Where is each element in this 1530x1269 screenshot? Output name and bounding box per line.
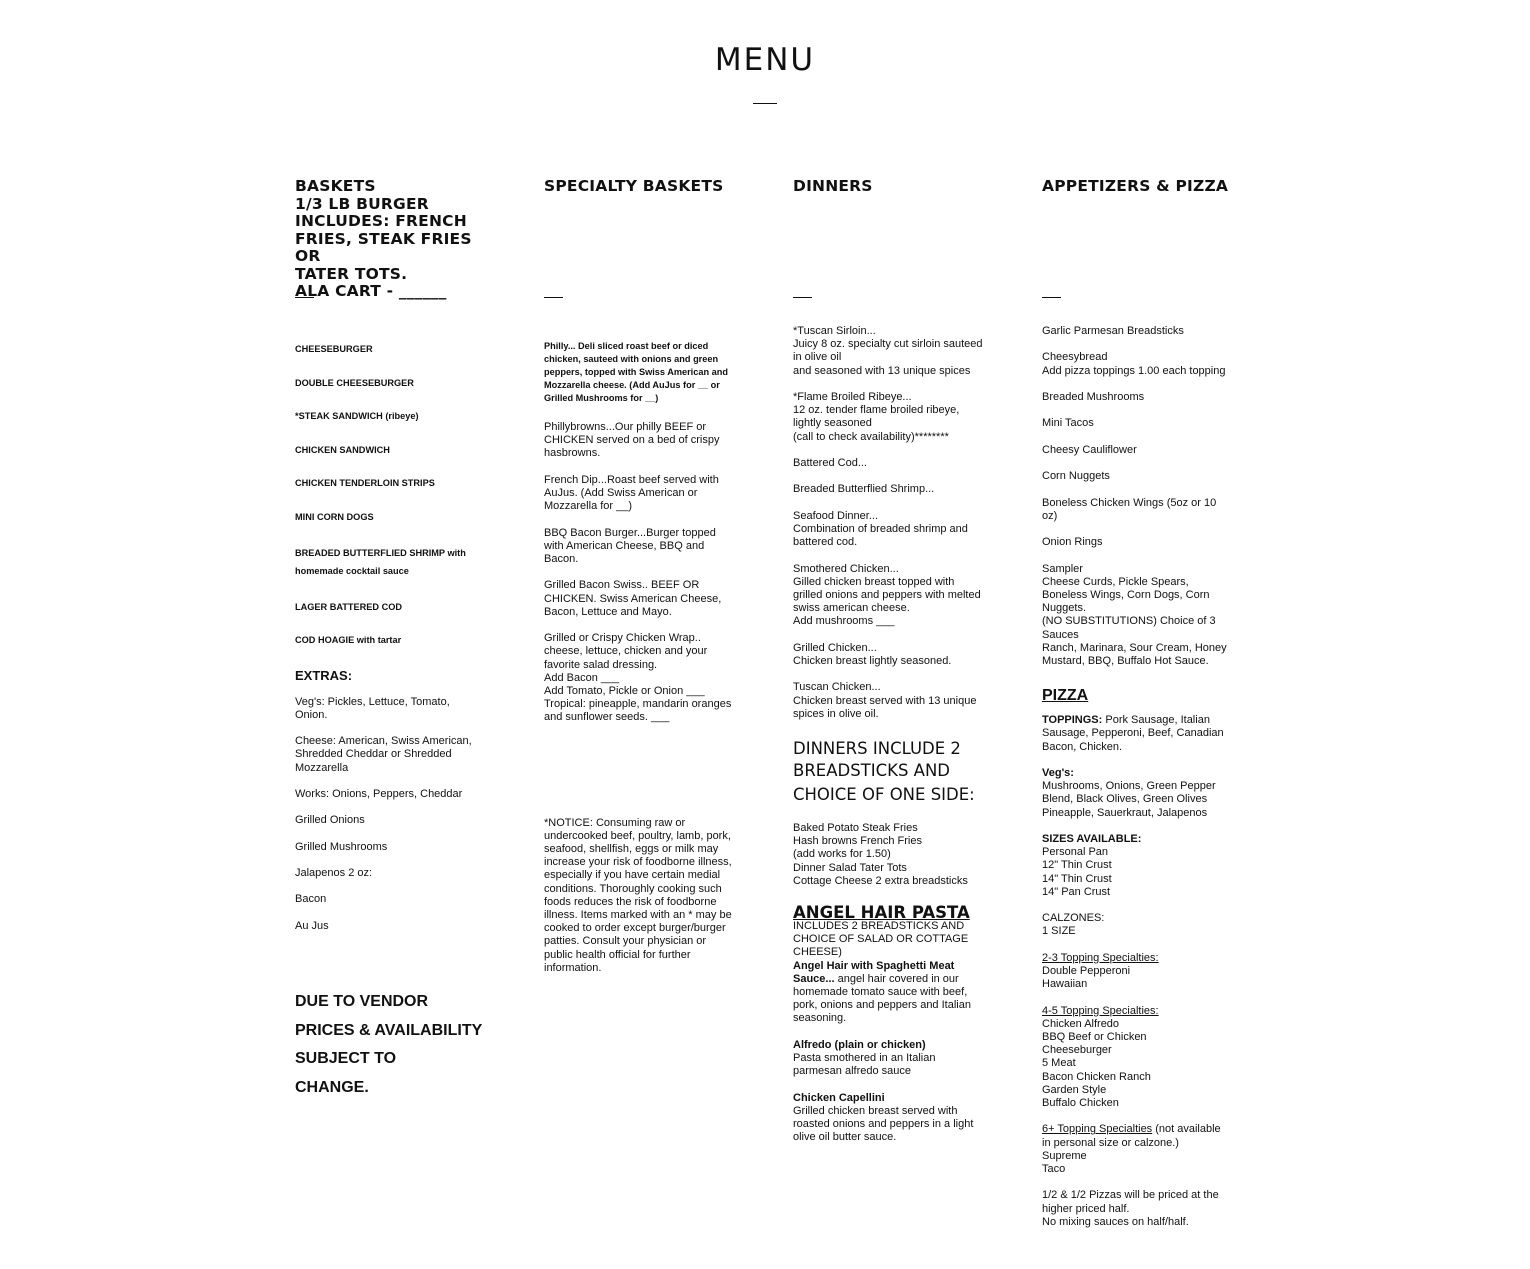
menu-item: Grilled Bacon Swiss.. BEEF OR CHICKEN. Swiss American Cheese, Bacon, Lettuce and Mayo. bbox=[544, 579, 722, 618]
size-item: 12" Thin Crust bbox=[1042, 859, 1112, 872]
menu-item: CHEESEBURGER bbox=[295, 344, 373, 354]
menu-item-title: Corn Nuggets bbox=[1042, 470, 1110, 483]
heading-line: FRIES, STEAK FRIES OR bbox=[295, 229, 472, 265]
baskets-heading bbox=[295, 177, 485, 300]
menu-item-title: *Flame Broiled Ribeye... bbox=[793, 391, 912, 403]
spacer bbox=[544, 461, 734, 474]
heading-line: ALA CART - ______ bbox=[295, 282, 447, 300]
vendor-line: PRICES & AVAILABILITY bbox=[295, 1021, 483, 1039]
menu-item-title: Seafood Dinner... bbox=[793, 509, 879, 522]
specialty-column bbox=[544, 178, 734, 986]
menu-item-title: Garlic Parmesan Breadsticks bbox=[1042, 325, 1184, 337]
extra-item: Works: Onions, Peppers, Cheddar bbox=[295, 787, 463, 800]
pasta-note: INCLUDES 2 BREADSTICKS AND CHOICE OF SALAD OR COTTAGE CHEESE) bbox=[793, 920, 969, 959]
baskets-column bbox=[295, 178, 485, 1102]
heading-line: INCLUDES: FRENCH bbox=[295, 212, 467, 230]
side-item: Baked Potato Steak Fries bbox=[793, 821, 918, 834]
specialty-item: Bacon Chicken Ranch bbox=[1042, 1070, 1151, 1083]
menu-item: BBQ Bacon Burger...Burger topped with American Cheese, BBQ and Bacon. bbox=[544, 526, 716, 565]
menu-item-title: Boneless Chicken Wings (5oz or 10 oz) bbox=[1042, 496, 1217, 522]
spacer bbox=[1042, 549, 1230, 562]
side-item: Cottage Cheese 2 extra breadsticks bbox=[793, 874, 968, 887]
veg-line: Pineapple, Sauerkraut, Jalapenos bbox=[1042, 806, 1208, 819]
toppings-text: TOPPINGS: Pork Sausage, Italian Sausage, Pepperoni, Beef, Canadian Bacon, Chicken. bbox=[1042, 714, 1224, 753]
menu-item-title: Cheesybread bbox=[1042, 351, 1108, 364]
specialties-label: 2-3 Topping Specialties: bbox=[1042, 951, 1159, 964]
spacer bbox=[1042, 457, 1230, 470]
menu-item-desc: Cheese Curds, Pickle Spears, Boneless Wings, Corn Dogs, Corn Nuggets. bbox=[1042, 575, 1210, 615]
menu-item: French Dip...Roast beef served with AuJus. (Add Swiss American or Mozzarella for __) bbox=[544, 473, 719, 513]
appetizers-column bbox=[1042, 178, 1230, 1229]
spacer bbox=[793, 470, 983, 483]
menu-item: CHICKEN SANDWICH bbox=[295, 444, 390, 455]
menu-item: MINI CORN DOGS bbox=[295, 511, 374, 522]
menu-item-title: Smothered Chicken... bbox=[793, 562, 899, 575]
title-divider bbox=[753, 103, 777, 104]
specialty-item: Hawaiian bbox=[1042, 978, 1088, 991]
menu-item-desc: Pasta smothered in an Italian parmesan alfredo sauce bbox=[793, 1052, 936, 1078]
spacer bbox=[1042, 378, 1230, 391]
menu-item-desc: Ranch, Marinara, Sour Cream, Honey Mustard, BBQ, Buffalo Hot Sauce. bbox=[1042, 641, 1227, 667]
menu-item: CHICKEN TENDERLOIN STRIPS bbox=[295, 478, 435, 488]
vendor-line: SUBJECT TO bbox=[295, 1050, 397, 1068]
section-divider bbox=[544, 297, 563, 298]
spacer bbox=[1042, 523, 1230, 536]
menu-item-title: Grilled Chicken... bbox=[793, 641, 877, 654]
menu-item-desc: Grilled chicken breast served with roasted onions and peppers in a light olive oil butter sauce. bbox=[793, 1104, 974, 1144]
menu-item: Phillybrowns...Our philly BEEF or CHICKEN served on a bed of crispy hasbrowns. bbox=[544, 421, 720, 460]
vendor-line: CHANGE. bbox=[295, 1078, 369, 1096]
specialty-list bbox=[544, 421, 734, 725]
spacer bbox=[295, 722, 485, 735]
menu-item-title: Chicken Capellini bbox=[793, 1091, 885, 1104]
pasta-list bbox=[793, 920, 983, 1144]
spacer bbox=[793, 497, 983, 510]
calzone-line: 1 SIZE bbox=[1042, 925, 1076, 938]
menu-item-title: Mini Tacos bbox=[1042, 417, 1094, 430]
extra-item: Cheese: American, Swiss American, Shredded Cheddar or Shredded Mozzarella bbox=[295, 735, 472, 774]
spacer bbox=[295, 801, 485, 814]
specialty-item: Buffalo Chicken bbox=[1042, 1096, 1119, 1109]
section-divider bbox=[793, 297, 812, 298]
menu-item-line: Add Tomato, Pickle or Onion ___ bbox=[544, 685, 705, 697]
spacer bbox=[793, 629, 983, 642]
appetizers-list bbox=[1042, 325, 1230, 668]
spacer bbox=[544, 619, 734, 632]
spacer bbox=[793, 668, 983, 681]
side-item: Dinner Salad Tater Tots bbox=[793, 861, 907, 874]
menu-item-line: Add Bacon ___ bbox=[544, 671, 620, 684]
menu-item-line: Tropical: pineapple, mandarin oranges and sunflower seeds. ___ bbox=[544, 698, 732, 724]
side-item: (add works for 1.50) bbox=[793, 848, 891, 861]
spacer bbox=[295, 854, 485, 867]
menu-item-title: Onion Rings bbox=[1042, 536, 1103, 549]
vendor-line: DUE TO VENDOR bbox=[295, 993, 429, 1011]
page-title: MENU bbox=[714, 42, 816, 78]
vegs-label: Veg's: bbox=[1042, 766, 1074, 779]
specialty-item: Chicken Alfredo bbox=[1042, 1017, 1120, 1030]
heading-line: BASKETS bbox=[295, 177, 376, 195]
spacer bbox=[1042, 338, 1230, 351]
spacer bbox=[544, 513, 734, 526]
heading-line: TATER TOTS. bbox=[295, 264, 408, 283]
pizza-heading: PIZZA bbox=[1042, 687, 1089, 705]
menu-item-desc: Chicken breast lightly seasoned. bbox=[793, 654, 952, 667]
menu-item-desc: (call to check availability)******** bbox=[793, 430, 949, 443]
specialty-item: Supreme bbox=[1042, 1149, 1087, 1162]
menu-item-line: Grilled or Crispy Chicken Wrap.. cheese, lettuce, chicken and your favorite salad dressing. bbox=[544, 632, 708, 671]
extra-item: Bacon bbox=[295, 893, 327, 906]
menu-item-desc: 12 oz. tender flame broiled ribeye, lightly seasoned bbox=[793, 404, 960, 430]
menu-item-desc: Add pizza toppings 1.00 each topping bbox=[1042, 364, 1226, 377]
vendor-notice bbox=[295, 988, 485, 1102]
menu-item-title: *Tuscan Sirloin... bbox=[793, 325, 876, 337]
spacer bbox=[295, 775, 485, 788]
dinners-column bbox=[793, 178, 983, 1144]
spacer bbox=[793, 378, 983, 391]
section-divider bbox=[1042, 297, 1061, 298]
menu-item-desc: Combination of breaded shrimp and battered cod. bbox=[793, 522, 968, 549]
spacer bbox=[1042, 483, 1230, 496]
spacer bbox=[793, 549, 983, 562]
specialties-label: 6+ Topping Specialties (not available in personal size or calzone.) bbox=[1042, 1123, 1221, 1149]
spacer bbox=[1042, 431, 1230, 444]
heading-line: DINNERS INCLUDE 2 bbox=[793, 738, 961, 758]
menu-item-desc: Gilled chicken breast topped with grilled onions and peppers with melted swiss american cheese. bbox=[793, 575, 981, 615]
food-safety-notice: *NOTICE: Consuming raw or undercooked beef, poultry, lamb, pork, seafood, shellfish, eggs or milk may increase your risk of foodborne illness, especially if you have certain medial conditions. Thoroughly cooking such foods reduces the risk of foodborne illness. Items marked with an * may be cooked to order except burger/burger patties. Consult your physician or public health official for further information. bbox=[544, 816, 732, 974]
menu-item-desc: Juicy 8 oz. specialty cut sirloin sauteed in olive oil bbox=[793, 338, 983, 364]
menu-item-title: Cheesy Cauliflower bbox=[1042, 443, 1137, 456]
extra-item: Veg's: Pickles, Lettuce, Tomato, Onion. bbox=[295, 695, 450, 721]
menu-item-desc: Chicken breast served with 13 unique spices in olive oil. bbox=[793, 694, 977, 720]
menu-item: DOUBLE CHEESEBURGER bbox=[295, 377, 414, 388]
extra-item: Grilled Mushrooms bbox=[295, 840, 388, 853]
menu-item-title: Breaded Butterflied Shrimp... bbox=[793, 483, 935, 496]
specialty-item: Garden Style bbox=[1042, 1083, 1107, 1096]
size-item: 14" Thin Crust bbox=[1042, 872, 1112, 885]
menu-item-title: Breaded Mushrooms bbox=[1042, 390, 1145, 403]
appetizers-heading: APPETIZERS & PIZZA bbox=[1042, 177, 1229, 195]
veg-line: Mushrooms, Onions, Green Pepper Blend, Black Olives, Green Olives bbox=[1042, 780, 1216, 806]
menu-item: COD HOAGIE with tartar bbox=[295, 635, 402, 645]
spacer bbox=[295, 827, 485, 840]
calzone-line: CALZONES: bbox=[1042, 912, 1105, 925]
menu-item: Angel Hair with Spaghetti Meat Sauce... angel hair covered in our homemade tomato sauce with beef, pork, onions and peppers and Italian seasoning. bbox=[793, 959, 971, 1025]
pasta-heading: ANGEL HAIR PASTA bbox=[793, 903, 970, 922]
menu-item-title: Sampler bbox=[1042, 562, 1083, 575]
heading-line: CHOICE OF ONE SIDE: bbox=[793, 784, 975, 804]
menu-item: Philly... Deli sliced roast beef or diced chicken, sauteed with onions and green peppers, topped with Swiss American and Mozzarella cheese. (Add AuJus for __ or Grilled Mushrooms for __) bbox=[544, 341, 728, 403]
size-item: Personal Pan bbox=[1042, 846, 1109, 859]
spacer bbox=[793, 444, 983, 457]
specialty-item: BBQ Beef or Chicken bbox=[1042, 1030, 1147, 1043]
menu-item-desc: (NO SUBSTITUTIONS) Choice of 3 Sauces bbox=[1042, 615, 1216, 641]
specialty-item: Taco bbox=[1042, 1162, 1066, 1175]
menu-item-title: Battered Cod... bbox=[793, 457, 867, 469]
menu-item: *STEAK SANDWICH (ribeye) bbox=[295, 411, 419, 421]
spacer bbox=[295, 907, 485, 920]
specialty-item: Double Pepperoni bbox=[1042, 964, 1131, 977]
specialty-item: 5 Meat bbox=[1042, 1057, 1076, 1070]
extra-item: Jalapenos 2 oz: bbox=[295, 867, 373, 880]
menu-item: BREADED BUTTERFLIED SHRIMP with homemade cocktail sauce bbox=[295, 548, 466, 576]
extra-item: Au Jus bbox=[295, 919, 329, 932]
baskets-list bbox=[295, 343, 485, 647]
specialty-item: Cheeseburger bbox=[1042, 1044, 1112, 1057]
spacer bbox=[544, 566, 734, 579]
heading-line: 1/3 LB BURGER bbox=[295, 194, 429, 213]
pizza-details bbox=[1042, 714, 1230, 1229]
side-item: Hash browns French Fries bbox=[793, 835, 922, 848]
menu-item: LAGER BATTERED COD bbox=[295, 601, 403, 612]
menu-item-title: Alfredo (plain or chicken) bbox=[793, 1038, 926, 1051]
note-line: No mixing sauces on half/half. bbox=[1042, 1215, 1189, 1228]
extras-heading: EXTRAS: bbox=[295, 667, 353, 683]
sizes-label: SIZES AVAILABLE: bbox=[1042, 832, 1142, 845]
dinner-includes-heading bbox=[793, 738, 983, 808]
size-item: 14" Pan Crust bbox=[1042, 885, 1111, 898]
menu-item-desc: Add mushrooms ___ bbox=[793, 615, 895, 628]
sides-list bbox=[793, 822, 983, 888]
menu-item-desc: and seasoned with 13 unique spices bbox=[793, 364, 971, 377]
dinners-list bbox=[793, 325, 983, 721]
extra-item: Grilled Onions bbox=[295, 814, 365, 827]
spacer bbox=[295, 880, 485, 893]
spacer bbox=[1042, 404, 1230, 417]
menu-item-title: Tuscan Chicken... bbox=[793, 681, 881, 694]
specialty-heading: SPECIALTY BASKETS bbox=[544, 177, 724, 195]
dinners-heading: DINNERS bbox=[793, 177, 873, 195]
note-line: 1/2 & 1/2 Pizzas will be priced at the higher priced half. bbox=[1042, 1189, 1219, 1215]
extras-list bbox=[295, 696, 485, 934]
specialties-label: 4-5 Topping Specialties: bbox=[1042, 1004, 1159, 1017]
heading-line: BREADSTICKS AND bbox=[793, 760, 951, 780]
